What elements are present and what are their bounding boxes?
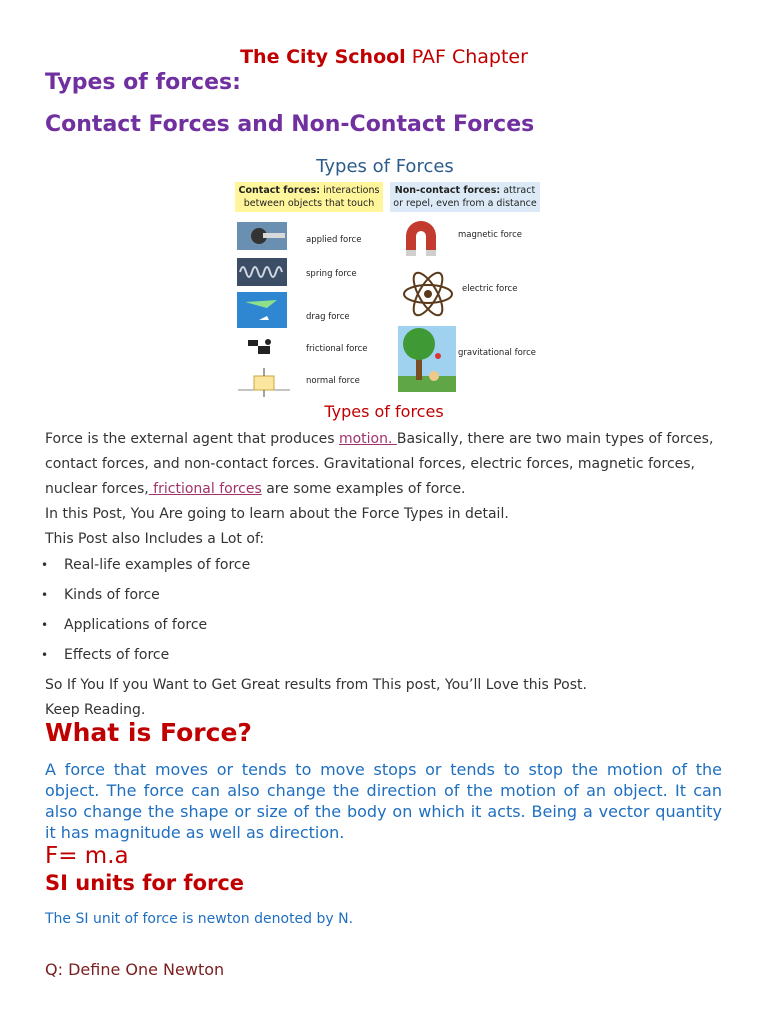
- gravitational-force-label: gravitational force: [458, 348, 536, 358]
- intro-text-c: are some examples of force.: [261, 481, 466, 497]
- noncontact-head-rest: attract or repel, even from a distance: [393, 185, 537, 209]
- intro-text-b: Basically, there are two main types of forces, contact forces, and non-contact forces. Gravitational forces, electric forces, magnetic forces, nuclear forces,: [45, 431, 714, 497]
- magnetic-force-image: [398, 216, 444, 262]
- post-intro-paragraph: In this Post, You Are going to learn about the Force Types in detail.: [45, 506, 509, 522]
- spring-force-image: [237, 258, 287, 286]
- topics-list: [45, 553, 250, 673]
- magnetic-force-label: magnetic force: [458, 230, 522, 240]
- intro-paragraph: [45, 427, 735, 502]
- electric-force-image: [400, 268, 456, 320]
- gravitational-force-image: [398, 326, 456, 392]
- school-name: The City School: [240, 46, 406, 68]
- frictional-force-image: [244, 336, 280, 362]
- great-results-paragraph: So If You If you Want to Get Great results from This post, You’ll Love this Post.: [45, 677, 587, 693]
- noncontact-head-bold: Non-contact forces:: [394, 185, 501, 196]
- page-header: [0, 46, 768, 68]
- applied-force-image: [237, 222, 287, 250]
- list-item: • Kinds of force: [45, 583, 250, 613]
- contact-forces-header: [235, 182, 383, 212]
- electric-force-label: electric force: [462, 284, 518, 294]
- si-units-heading: SI units for force: [45, 871, 245, 895]
- intro-text-a: Force is the external agent that produces: [45, 431, 339, 447]
- heading-types-of-forces: Types of forces:: [45, 70, 241, 95]
- list-item: • Applications of force: [45, 613, 250, 643]
- heading-contact-noncontact: Contact Forces and Non-Contact Forces: [45, 112, 535, 137]
- normal-force-image: [238, 368, 290, 398]
- motion-link[interactable]: motion.: [338, 431, 397, 447]
- frictional-force-label: frictional force: [306, 344, 368, 354]
- contact-head-bold: Contact forces:: [238, 185, 321, 196]
- normal-force-label: normal force: [306, 376, 360, 386]
- list-item: • Effects of force: [45, 643, 250, 673]
- keep-reading-paragraph: Keep Reading.: [45, 702, 146, 718]
- drag-force-label: drag force: [306, 312, 350, 322]
- drag-force-image: [237, 292, 287, 328]
- contact-head-rest: interactions between objects that touch: [243, 185, 380, 209]
- force-formula: F= m.a: [45, 843, 129, 869]
- figure-caption: Types of forces: [324, 402, 444, 421]
- chapter-name: PAF Chapter: [411, 46, 528, 68]
- force-definition: A force that moves or tends to move stops or tends to stop the motion of the object. The force can also change the direction of the motion of an object. It can also change the shape or size of the body on which it acts. Being a vector quantity it has magnitude as well as direction.: [45, 760, 722, 842]
- define-newton-question: Q: Define One Newton: [45, 960, 225, 979]
- figure-title: Types of Forces: [316, 156, 454, 177]
- si-unit-text: The SI unit of force is newton denoted by N.: [45, 911, 354, 927]
- list-item: • Real-life examples of force: [45, 553, 250, 583]
- types-of-forces-figure: [230, 150, 540, 402]
- spring-force-label: spring force: [306, 269, 357, 279]
- frictional-forces-link[interactable]: frictional forces: [148, 481, 262, 497]
- post-includes-paragraph: This Post also Includes a Lot of:: [45, 531, 265, 547]
- applied-force-label: applied force: [306, 235, 362, 245]
- what-is-force-heading: What is Force?: [45, 718, 252, 747]
- noncontact-forces-header: [390, 182, 540, 212]
